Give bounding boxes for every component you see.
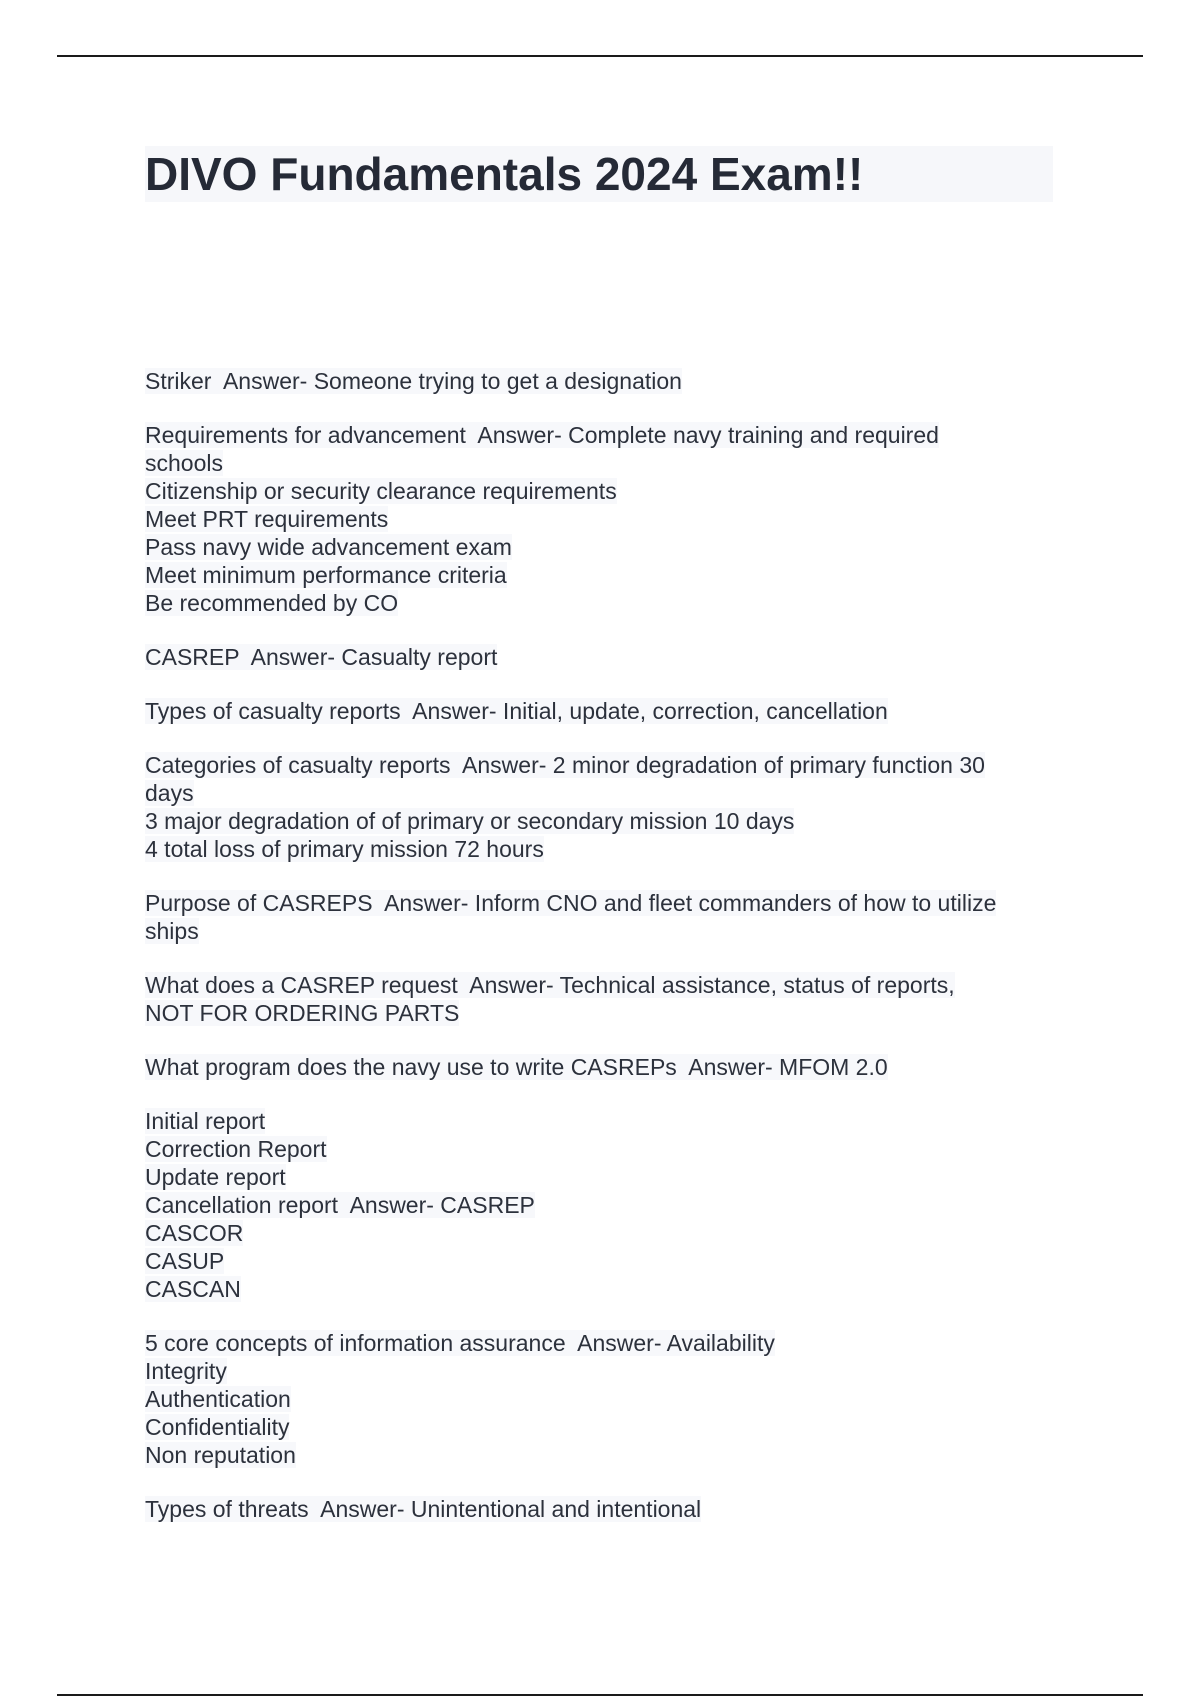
qa-line: Update report [145, 1164, 286, 1190]
qa-line: 3 major degradation of of primary or secondary mission 10 days [145, 808, 795, 834]
qa-line: Integrity [145, 1358, 227, 1384]
qa-line: CASCAN [145, 1276, 241, 1302]
qa-line: Categories of casualty reports Answer- 2 minor degradation of primary function 30 [145, 752, 985, 778]
qa-line: Meet PRT requirements [145, 506, 389, 532]
qa-line: CASREP Answer- Casualty report [145, 644, 498, 670]
qa-line: Be recommended by CO [145, 590, 399, 616]
qa-line: Confidentiality [145, 1414, 290, 1440]
qa-line: Pass navy wide advancement exam [145, 534, 512, 560]
qa-line: schools [145, 450, 223, 476]
qa-line: CASUP [145, 1248, 225, 1274]
qa-line: 4 total loss of primary mission 72 hours [145, 836, 544, 862]
qa-line: days [145, 780, 194, 806]
qa-line: Types of threats Answer- Unintentional and intentional [145, 1496, 702, 1522]
qa-line: What program does the navy use to write CASREPs Answer- MFOM 2.0 [145, 1054, 888, 1080]
qa-item-threat-types [145, 1495, 1065, 1523]
qa-line: Purpose of CASREPS Answer- Inform CNO and fleet commanders of how to utilize [145, 890, 997, 916]
qa-item-information-assurance [145, 1329, 1065, 1469]
qa-line: Citizenship or security clearance requirements [145, 478, 617, 504]
qa-item-casualty-categories [145, 751, 1065, 863]
qa-item-advancement [145, 421, 1065, 617]
qa-item-casrep-program [145, 1053, 1065, 1081]
qa-line: Non reputation [145, 1442, 296, 1468]
qa-item-striker [145, 367, 1065, 395]
qa-line: ships [145, 918, 199, 944]
qa-line: 5 core concepts of information assurance Answer- Availability [145, 1330, 775, 1356]
qa-line: Types of casualty reports Answer- Initial, update, correction, cancellation [145, 698, 888, 724]
qa-line: Authentication [145, 1386, 291, 1412]
qa-line: NOT FOR ORDERING PARTS [145, 1000, 460, 1026]
qa-line: Striker Answer- Someone trying to get a designation [145, 368, 682, 394]
qa-item-casualty-types [145, 697, 1065, 725]
bottom-rule [57, 1694, 1143, 1696]
qa-line: Requirements for advancement Answer- Complete navy training and required [145, 422, 939, 448]
qa-line: Cancellation report Answer- CASREP [145, 1192, 535, 1218]
qa-line: Initial report [145, 1108, 266, 1134]
qa-item-report-names [145, 1107, 1065, 1303]
qa-line: CASCOR [145, 1220, 244, 1246]
top-rule [57, 55, 1143, 57]
qa-item-casrep-request [145, 971, 1065, 1027]
qa-item-casrep [145, 643, 1065, 671]
qa-line: Meet minimum performance criteria [145, 562, 507, 588]
qa-list [145, 367, 1065, 1549]
qa-line: What does a CASREP request Answer- Technical assistance, status of reports, [145, 972, 955, 998]
qa-line: Correction Report [145, 1136, 327, 1162]
qa-item-casreps-purpose [145, 889, 1065, 945]
document-title: DIVO Fundamentals 2024 Exam!! [145, 146, 1053, 202]
